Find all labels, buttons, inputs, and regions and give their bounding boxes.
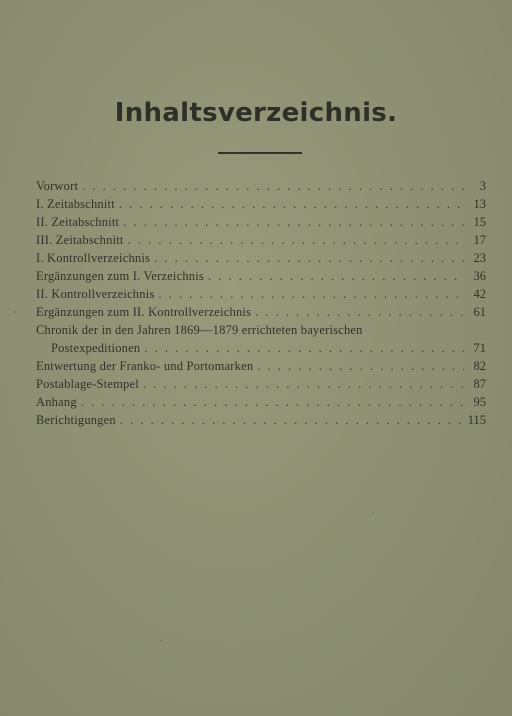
toc-entry-page: 71 bbox=[473, 341, 486, 355]
toc-entry-label: Chronik der in den Jahren 1869—1879 errichteten bayerischen bbox=[36, 323, 363, 337]
toc-entry-kontrollverzeichnis-2 bbox=[36, 285, 486, 303]
toc-entry-page: 95 bbox=[473, 395, 486, 409]
toc-entry-page: 115 bbox=[467, 413, 486, 427]
dot-leader bbox=[128, 231, 464, 249]
dot-leader bbox=[81, 393, 464, 411]
dot-leader bbox=[255, 303, 464, 321]
page-title: Inhaltsverzeichnis. bbox=[114, 98, 398, 128]
toc-entry-chronik bbox=[36, 321, 486, 357]
toc-entry-label: Vorwort bbox=[36, 179, 79, 193]
dot-leader bbox=[120, 411, 464, 429]
toc-entry-label: Berichtigungen bbox=[36, 413, 116, 427]
toc-entry-berichtigungen bbox=[36, 411, 486, 429]
dot-leader bbox=[119, 195, 464, 213]
toc-entry-page: 3 bbox=[479, 179, 486, 193]
toc-entry-label: Postablage-Stempel bbox=[36, 377, 139, 391]
toc-entry-label: III. Zeitabschnitt bbox=[36, 233, 124, 247]
toc-entry-page: 87 bbox=[473, 377, 486, 391]
toc-entry-label: II. Zeitabschnitt bbox=[36, 215, 120, 229]
toc-entry-entwertung bbox=[36, 357, 486, 375]
toc-entry-continuation bbox=[36, 339, 486, 357]
paper-speck bbox=[14, 311, 16, 313]
dot-leader bbox=[144, 339, 464, 357]
toc-entry-label: Entwertung der Franko- und Portomarken bbox=[36, 359, 254, 373]
toc-entry-zeitabschnitt-2 bbox=[36, 213, 486, 231]
paper-speck bbox=[372, 512, 374, 514]
toc-entry-anhang bbox=[36, 393, 486, 411]
dot-leader bbox=[143, 375, 464, 393]
dot-leader bbox=[208, 267, 464, 285]
dot-leader bbox=[257, 357, 464, 375]
toc-entry-page: 13 bbox=[473, 197, 486, 211]
toc-entry-label: I. Kontrollverzeichnis bbox=[36, 251, 151, 265]
table-of-contents bbox=[36, 177, 486, 429]
paper-speck bbox=[160, 640, 162, 642]
toc-entry-page: 17 bbox=[473, 233, 486, 247]
toc-entry-page: 42 bbox=[473, 287, 486, 301]
toc-entry-label-continuation: Postexpeditionen bbox=[51, 341, 141, 355]
dot-leader bbox=[82, 177, 464, 195]
toc-entry-ergaenzungen-1 bbox=[36, 267, 486, 285]
toc-entry-label: I. Zeitabschnitt bbox=[36, 197, 115, 211]
toc-entry-page: 82 bbox=[473, 359, 486, 373]
toc-entry-label: Anhang bbox=[36, 395, 77, 409]
toc-entry-label: Ergänzungen zum II. Kontrollverzeichnis bbox=[36, 305, 252, 319]
dot-leader bbox=[123, 213, 464, 231]
toc-entry-zeitabschnitt-3 bbox=[36, 231, 486, 249]
toc-entry-zeitabschnitt-1 bbox=[36, 195, 486, 213]
toc-entry-page: 61 bbox=[473, 305, 486, 319]
toc-entry-page: 23 bbox=[473, 251, 486, 265]
toc-entry-label: Ergänzungen zum I. Verzeichnis bbox=[36, 269, 204, 283]
toc-entry-page: 15 bbox=[473, 215, 486, 229]
toc-entry-label: II. Kontrollverzeichnis bbox=[36, 287, 155, 301]
dot-leader bbox=[154, 249, 464, 267]
dot-leader bbox=[158, 285, 464, 303]
toc-entry-postablage-stempel bbox=[36, 375, 486, 393]
title-underline bbox=[218, 152, 302, 154]
toc-entry-vorwort bbox=[36, 177, 486, 195]
toc-entry-kontrollverzeichnis-1 bbox=[36, 249, 486, 267]
toc-entry-ergaenzungen-2 bbox=[36, 303, 486, 321]
toc-entry-page: 36 bbox=[473, 269, 486, 283]
